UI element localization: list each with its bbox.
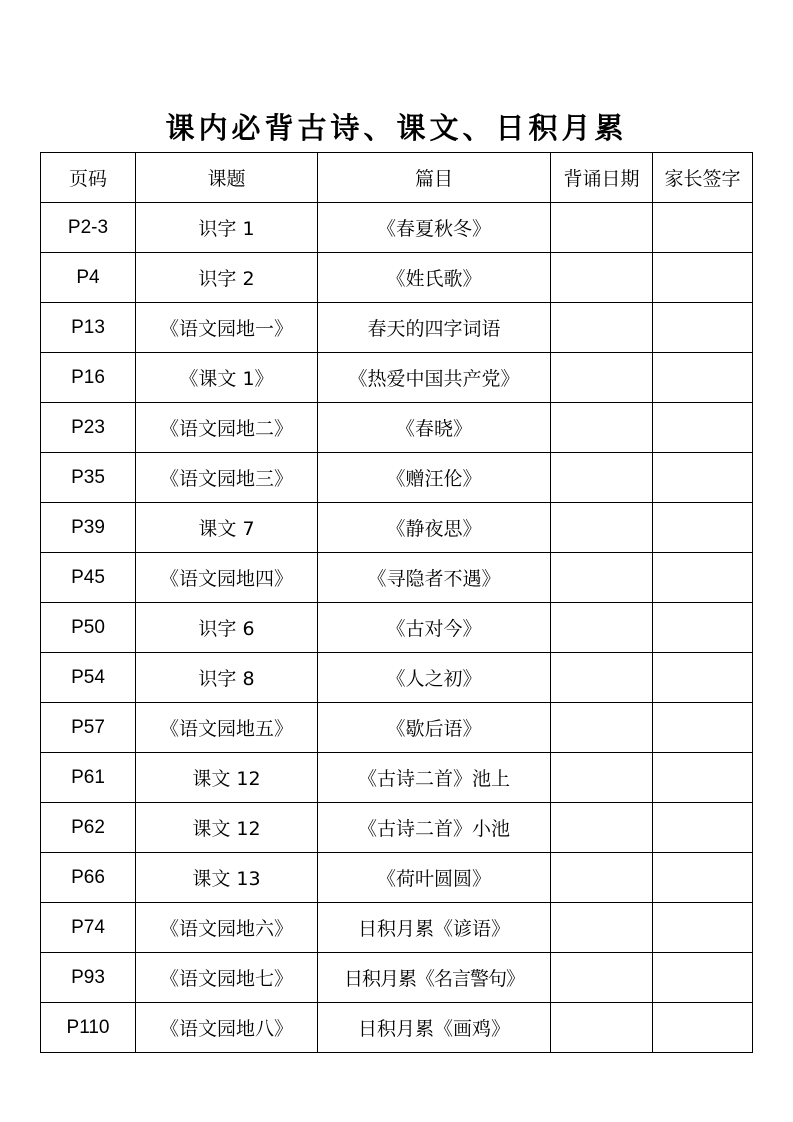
cell-recite-date[interactable]	[551, 253, 653, 303]
table-row	[41, 303, 753, 353]
cell-piece: 《赠汪伦》	[318, 453, 551, 503]
cell-piece: 春天的四字词语	[318, 303, 551, 353]
table-row	[41, 353, 753, 403]
cell-recite-date[interactable]	[551, 853, 653, 903]
cell-recite-date[interactable]	[551, 303, 653, 353]
cell-lesson: 识字 8	[136, 653, 318, 703]
cell-page: P57	[41, 703, 136, 753]
cell-parent-signature[interactable]	[653, 203, 753, 253]
cell-recite-date[interactable]	[551, 703, 653, 753]
cell-recite-date[interactable]	[551, 953, 653, 1003]
table-row	[41, 253, 753, 303]
table-row	[41, 653, 753, 703]
cell-page: P50	[41, 603, 136, 653]
cell-piece: 日积月累《谚语》	[318, 903, 551, 953]
cell-recite-date[interactable]	[551, 1003, 653, 1053]
cell-page: P23	[41, 403, 136, 453]
table-row	[41, 453, 753, 503]
cell-page: P39	[41, 503, 136, 553]
table-row	[41, 953, 753, 1003]
cell-parent-signature[interactable]	[653, 1003, 753, 1053]
cell-lesson: 课文 13	[136, 853, 318, 903]
header-recite-date: 背诵日期	[551, 153, 653, 203]
table-row	[41, 553, 753, 603]
table-row	[41, 203, 753, 253]
cell-page: P62	[41, 803, 136, 853]
cell-piece: 《古诗二首》小池	[318, 803, 551, 853]
cell-piece: 《古诗二首》池上	[318, 753, 551, 803]
table-body	[41, 203, 753, 1053]
cell-piece: 《春晓》	[318, 403, 551, 453]
table-row	[41, 703, 753, 753]
cell-piece: 《热爱中国共产党》	[318, 353, 551, 403]
cell-parent-signature[interactable]	[653, 703, 753, 753]
table-header-row	[41, 153, 753, 203]
cell-recite-date[interactable]	[551, 803, 653, 853]
cell-page: P61	[41, 753, 136, 803]
header-parent-signature: 家长签字	[653, 153, 753, 203]
cell-parent-signature[interactable]	[653, 553, 753, 603]
cell-recite-date[interactable]	[551, 903, 653, 953]
table-row	[41, 903, 753, 953]
cell-page: P45	[41, 553, 136, 603]
cell-piece: 日积月累《名言警句》	[318, 953, 551, 1003]
table-row	[41, 753, 753, 803]
cell-page: P66	[41, 853, 136, 903]
table-row	[41, 1003, 753, 1053]
cell-piece: 《歇后语》	[318, 703, 551, 753]
cell-lesson: 《语文园地四》	[136, 553, 318, 603]
cell-piece: 日积月累《画鸡》	[318, 1003, 551, 1053]
cell-piece: 《春夏秋冬》	[318, 203, 551, 253]
cell-parent-signature[interactable]	[653, 953, 753, 1003]
cell-lesson: 识字 2	[136, 253, 318, 303]
cell-recite-date[interactable]	[551, 753, 653, 803]
table-row	[41, 853, 753, 903]
cell-parent-signature[interactable]	[653, 853, 753, 903]
cell-lesson: 《语文园地一》	[136, 303, 318, 353]
cell-parent-signature[interactable]	[653, 253, 753, 303]
cell-piece: 《人之初》	[318, 653, 551, 703]
cell-page: P74	[41, 903, 136, 953]
cell-parent-signature[interactable]	[653, 303, 753, 353]
cell-parent-signature[interactable]	[653, 353, 753, 403]
cell-piece: 《静夜思》	[318, 503, 551, 553]
header-page: 页码	[41, 153, 136, 203]
cell-page: P13	[41, 303, 136, 353]
cell-parent-signature[interactable]	[653, 503, 753, 553]
cell-lesson: 《课文 1》	[136, 353, 318, 403]
cell-parent-signature[interactable]	[653, 603, 753, 653]
table-row	[41, 503, 753, 553]
cell-lesson: 《语文园地七》	[136, 953, 318, 1003]
table-row	[41, 403, 753, 453]
cell-parent-signature[interactable]	[653, 753, 753, 803]
cell-page: P54	[41, 653, 136, 703]
cell-parent-signature[interactable]	[653, 803, 753, 853]
cell-recite-date[interactable]	[551, 503, 653, 553]
cell-parent-signature[interactable]	[653, 453, 753, 503]
cell-page: P93	[41, 953, 136, 1003]
cell-page: P16	[41, 353, 136, 403]
cell-lesson: 课文 12	[136, 753, 318, 803]
cell-lesson: 《语文园地三》	[136, 453, 318, 503]
cell-page: P35	[41, 453, 136, 503]
page-title: 课内必背古诗、课文、日积月累	[165, 111, 628, 145]
cell-recite-date[interactable]	[551, 603, 653, 653]
cell-lesson: 课文 7	[136, 503, 318, 553]
cell-parent-signature[interactable]	[653, 903, 753, 953]
cell-lesson: 课文 12	[136, 803, 318, 853]
recitation-table	[40, 152, 753, 1053]
cell-page: P2-3	[41, 203, 136, 253]
cell-piece: 《荷叶圆圆》	[318, 853, 551, 903]
cell-piece: 《寻隐者不遇》	[318, 553, 551, 603]
cell-lesson: 《语文园地二》	[136, 403, 318, 453]
cell-parent-signature[interactable]	[653, 403, 753, 453]
cell-lesson: 识字 6	[136, 603, 318, 653]
cell-recite-date[interactable]	[551, 403, 653, 453]
cell-recite-date[interactable]	[551, 353, 653, 403]
cell-piece: 《古对今》	[318, 603, 551, 653]
cell-page: P4	[41, 253, 136, 303]
cell-lesson: 识字 1	[136, 203, 318, 253]
cell-recite-date[interactable]	[551, 453, 653, 503]
table-row	[41, 603, 753, 653]
cell-recite-date[interactable]	[551, 203, 653, 253]
cell-parent-signature[interactable]	[653, 653, 753, 703]
cell-lesson: 《语文园地五》	[136, 703, 318, 753]
header-piece: 篇目	[318, 153, 551, 203]
cell-page: P110	[41, 1003, 136, 1053]
cell-lesson: 《语文园地六》	[136, 903, 318, 953]
cell-recite-date[interactable]	[551, 653, 653, 703]
cell-piece: 《姓氏歌》	[318, 253, 551, 303]
cell-recite-date[interactable]	[551, 553, 653, 603]
cell-lesson: 《语文园地八》	[136, 1003, 318, 1053]
table-row	[41, 803, 753, 853]
header-lesson: 课题	[136, 153, 318, 203]
